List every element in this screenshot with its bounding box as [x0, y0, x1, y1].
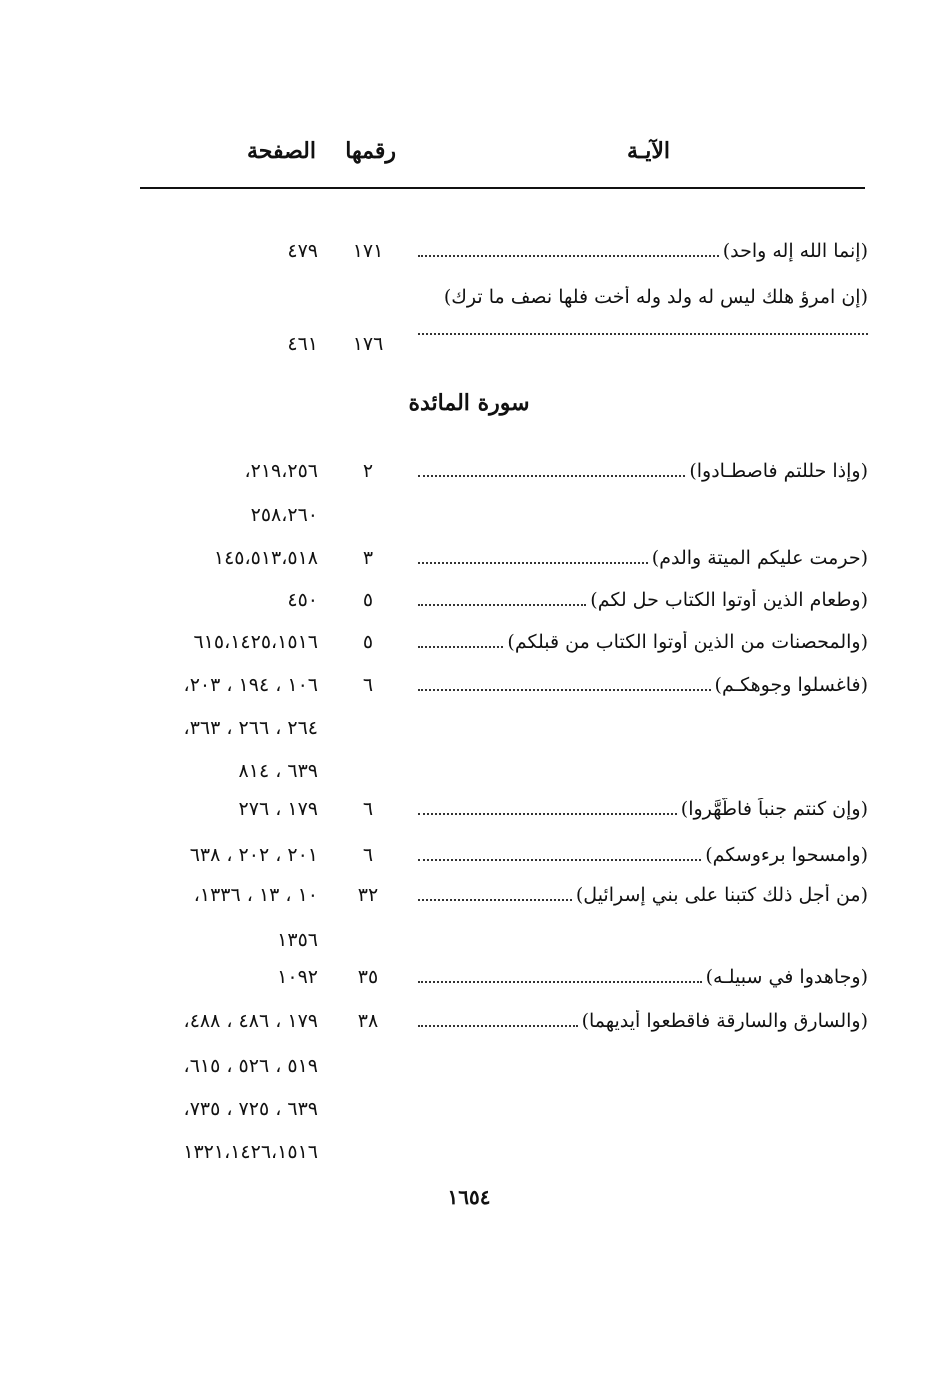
- leader-dots: [418, 899, 572, 901]
- leader-dots: [418, 333, 868, 335]
- page-refs: ٢٠١ ، ٢٠٢ ، ٦٣٨: [189, 844, 318, 866]
- verse-cell: [418, 460, 868, 482]
- verse-text: (والمحصنات من الذين أوتوا الكتاب من قبلكم): [507, 631, 868, 653]
- page-refs: ١٣٥٦: [277, 929, 318, 951]
- index-row: [0, 581, 938, 623]
- index-row: [0, 1090, 938, 1132]
- index-row: [0, 709, 938, 751]
- header-number: رقمها: [345, 138, 396, 164]
- header-verse: الآيـة: [626, 138, 670, 164]
- page-refs: ١٣٢١،١٤٢٦،١٥١٦: [183, 1141, 318, 1163]
- page-number: ١٦٥٤: [447, 1185, 491, 1209]
- page-refs: ١٤٥،٥١٣،٥١٨: [213, 547, 318, 569]
- leader-dots: [418, 689, 711, 691]
- verse-number: ٦: [362, 844, 374, 866]
- leader-dots: [418, 255, 719, 257]
- verse-text: (وطعام الذين أوتوا الكتاب حل لكم): [590, 589, 868, 611]
- verse-text: (فاغسلوا وجوهكـم): [714, 674, 868, 696]
- index-row: [0, 232, 938, 274]
- verse-cell: [418, 1010, 868, 1032]
- verse-text: (إن امرؤ هلك ليس له ولد وله أخت فلها نصف ما ترك): [443, 286, 868, 308]
- verse-text: (من أجل ذلك كتبنا على بني إسرائيل): [575, 884, 868, 906]
- verse-cell: [418, 798, 868, 820]
- leader-dots: [418, 981, 702, 983]
- leader-dots: [418, 813, 677, 815]
- verse-text: (وإذا حللتم فاصطـادوا): [689, 460, 868, 482]
- page-refs: ٦٣٩ ، ٨١٤: [238, 760, 318, 782]
- header-rule: [140, 187, 865, 189]
- verse-cell: [418, 674, 868, 696]
- leader-dots: [418, 475, 685, 477]
- verse-number: ٣٨: [357, 1010, 379, 1032]
- page-refs: ٦٣٩ ، ٧٢٥ ، ٧٣٥،: [183, 1098, 318, 1120]
- index-row: [0, 539, 938, 581]
- page-refs: ١٠٩٢: [277, 966, 318, 988]
- verse-cell: [418, 844, 868, 866]
- page-refs: ٤٧٩: [287, 240, 318, 262]
- page-refs: ٢٦٤ ، ٢٦٦ ، ٣٦٣،: [183, 717, 318, 739]
- verse-cell: [418, 547, 868, 569]
- index-row: [0, 876, 938, 918]
- page-refs: ٥١٩ ، ٥٢٦ ، ٦١٥،: [183, 1055, 318, 1077]
- verse-number: ٣٥: [357, 966, 379, 988]
- verse-number: ٥: [362, 589, 374, 611]
- page-refs: ٢١٩،٢٥٦،: [244, 460, 318, 482]
- index-row: [0, 325, 938, 367]
- index-row: [0, 1133, 938, 1175]
- page-refs: ٤٥٠: [287, 589, 318, 611]
- verse-number: ٥: [362, 631, 374, 653]
- page-refs: ٦١٥،١٤٢٥،١٥١٦: [193, 631, 318, 653]
- index-row: [0, 278, 938, 320]
- index-row: [0, 790, 938, 832]
- leader-dots: [418, 859, 701, 861]
- verse-text: (وامسحوا برءوسكم): [705, 844, 868, 866]
- page-refs: ٤٦١: [287, 333, 318, 355]
- index-row: [0, 958, 938, 1000]
- verse-number: ١٧١: [352, 240, 384, 262]
- index-row: [0, 623, 938, 665]
- index-row: [0, 1002, 938, 1044]
- leader-dots: [418, 1025, 578, 1027]
- page-refs: ١٠ ، ١٣ ، ١٣٣٦،: [193, 884, 318, 906]
- verse-text: (والسارق والسارقة فاقطعوا أيديهما): [581, 1010, 868, 1032]
- verse-text: (وإن كنتم جنباً فاطَّهَّروا): [680, 798, 868, 820]
- verse-text: (حرمت عليكم الميتة والدم): [651, 547, 868, 569]
- surah-title: سورة المائدة: [408, 390, 530, 416]
- verse-cell: [418, 589, 868, 611]
- verse-number: ٣: [362, 547, 374, 569]
- header-page: الصفحة: [246, 138, 316, 164]
- verse-number: ٦: [362, 798, 374, 820]
- page-refs: ١٧٩ ، ٤٨٦ ، ٤٨٨،: [183, 1010, 318, 1032]
- verse-text: (إنما الله إله واحد): [722, 240, 868, 262]
- page-refs: ١٧٩ ، ٢٧٦: [238, 798, 318, 820]
- verse-cell: [418, 333, 868, 339]
- index-row: [0, 452, 938, 494]
- verse-number: ٣٢: [357, 884, 379, 906]
- page-refs: ٢٥٨،٢٦٠: [250, 504, 318, 526]
- verse-cell: [418, 631, 868, 653]
- index-row: [0, 496, 938, 538]
- verse-cell: [418, 240, 868, 262]
- verse-number: ٢: [362, 460, 374, 482]
- page-refs: ١٠٦ ، ١٩٤ ، ٢٠٣،: [183, 674, 318, 696]
- verse-number: ١٧٦: [352, 333, 384, 355]
- verse-cell: [418, 286, 868, 308]
- verse-text: (وجاهدوا في سبيلـه): [705, 966, 868, 988]
- index-row: [0, 836, 938, 878]
- leader-dots: [418, 646, 503, 648]
- index-row: [0, 752, 938, 794]
- verse-number: ٦: [362, 674, 374, 696]
- index-row: [0, 1047, 938, 1089]
- leader-dots: [418, 562, 648, 564]
- index-row: [0, 921, 938, 963]
- index-row: [0, 666, 938, 708]
- verse-cell: [418, 884, 868, 906]
- verse-cell: [418, 966, 868, 988]
- leader-dots: [418, 604, 586, 606]
